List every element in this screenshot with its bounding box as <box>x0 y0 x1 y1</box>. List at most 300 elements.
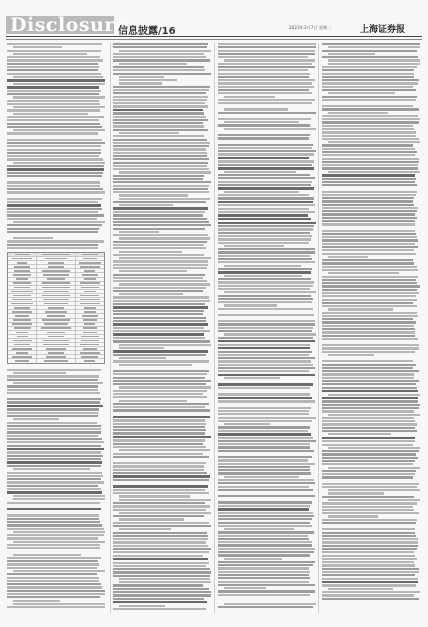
table-cell-text <box>16 332 28 334</box>
text-line <box>322 321 416 323</box>
text-line <box>7 231 98 233</box>
text-line <box>119 578 211 580</box>
text-line <box>322 604 420 607</box>
text-line <box>7 155 99 157</box>
text-line <box>7 502 100 504</box>
text-line <box>218 367 315 369</box>
text-line <box>328 499 420 501</box>
text-line <box>7 172 103 174</box>
text-line <box>7 109 100 111</box>
text-line <box>322 121 419 123</box>
table-cell-text <box>14 266 30 268</box>
text-column-3 <box>218 43 316 613</box>
text-line <box>224 333 316 335</box>
text-line <box>113 119 208 121</box>
text-line <box>218 344 310 346</box>
table-cell <box>37 335 76 338</box>
text-line <box>322 571 419 573</box>
text-line <box>113 201 206 203</box>
text-line <box>113 69 205 71</box>
text-line <box>218 508 309 511</box>
table-cell-text <box>12 311 32 313</box>
text-line <box>328 256 368 258</box>
text-line <box>218 134 310 136</box>
table-cell <box>76 261 104 264</box>
text-line <box>113 360 209 362</box>
text-line <box>328 53 375 55</box>
table-cell-text <box>84 323 95 325</box>
table-cell <box>76 290 104 293</box>
text-line <box>113 426 205 428</box>
text-line <box>113 139 207 141</box>
text-line <box>328 414 420 416</box>
text-line <box>113 53 204 55</box>
text-line <box>7 590 105 592</box>
text-line <box>322 420 415 422</box>
text-line <box>113 396 207 398</box>
text-line <box>322 207 418 209</box>
table-cell <box>37 339 76 342</box>
table-cell-text <box>48 336 63 338</box>
text-line <box>113 588 209 590</box>
text-line <box>7 175 102 177</box>
text-line <box>113 409 210 411</box>
text-line <box>113 462 206 464</box>
text-line <box>218 258 312 260</box>
table-cell <box>8 261 37 264</box>
text-line <box>13 554 81 556</box>
text-line <box>322 131 416 133</box>
text-line <box>113 535 208 537</box>
text-line <box>218 501 312 503</box>
text-line <box>7 547 100 549</box>
text-line <box>322 473 415 475</box>
text-line <box>322 450 419 452</box>
text-line <box>322 460 415 462</box>
text-line <box>218 56 308 58</box>
text-line <box>113 43 208 45</box>
text-line <box>224 171 296 173</box>
text-line <box>322 295 416 297</box>
text-line <box>218 248 315 250</box>
text-line <box>322 410 414 412</box>
text-line <box>218 46 316 48</box>
text-line <box>218 99 315 101</box>
table-row <box>8 359 104 363</box>
table-cell-text <box>48 307 64 309</box>
text-line <box>113 489 205 491</box>
text-line <box>119 63 187 65</box>
text-line <box>113 509 206 511</box>
text-line <box>218 76 309 78</box>
text-line <box>218 360 311 362</box>
text-line <box>322 282 417 284</box>
text-line <box>328 394 420 396</box>
table-cell-text <box>48 352 63 354</box>
text-line <box>113 228 205 230</box>
table-cell <box>8 273 37 276</box>
table-cell <box>37 257 76 260</box>
text-line <box>13 83 105 85</box>
text-line <box>218 330 312 332</box>
table-cell <box>76 331 104 334</box>
text-line <box>322 79 419 81</box>
text-line <box>13 96 105 98</box>
text-line <box>119 449 211 451</box>
text-line <box>13 221 105 223</box>
table-cell <box>76 323 104 326</box>
text-line <box>7 228 99 230</box>
text-line <box>322 502 417 504</box>
text-line <box>113 207 208 210</box>
text-line <box>119 495 190 497</box>
text-line <box>322 76 414 78</box>
table-cell-text <box>42 319 70 321</box>
text-line <box>218 479 314 481</box>
text-line <box>13 541 105 543</box>
text-column-4 <box>322 43 420 613</box>
table-cell <box>37 273 76 276</box>
text-line <box>322 266 417 268</box>
text-line <box>113 320 206 322</box>
text-line <box>218 357 315 359</box>
column-divider <box>318 43 319 613</box>
text-line <box>322 584 416 586</box>
text-line <box>119 605 165 607</box>
table-cell-text <box>48 262 64 264</box>
text-line <box>218 541 312 543</box>
text-line <box>218 208 309 210</box>
text-line <box>218 268 312 270</box>
text-line <box>13 76 104 78</box>
text-line <box>218 278 311 280</box>
text-line <box>218 370 309 372</box>
table-cell <box>8 257 37 260</box>
table-cell <box>37 253 76 256</box>
text-line <box>7 208 102 210</box>
text-line <box>13 237 53 239</box>
text-line <box>119 231 159 233</box>
text-line <box>113 99 207 101</box>
text-line <box>322 397 418 400</box>
text-line <box>328 141 420 143</box>
text-line <box>218 446 310 448</box>
text-line <box>322 470 416 472</box>
table-cell-text <box>82 274 98 276</box>
text-line <box>113 300 210 302</box>
text-line <box>218 79 315 81</box>
text-line <box>218 383 313 386</box>
text-line <box>13 531 105 533</box>
text-line <box>218 211 315 213</box>
table-cell-text <box>83 348 96 350</box>
text-line <box>7 596 100 598</box>
dateline: 2023年3月7日 星期二 <box>289 25 332 30</box>
text-line <box>7 100 99 102</box>
text-line <box>322 538 418 540</box>
text-line <box>218 495 315 497</box>
text-line <box>7 214 104 216</box>
text-line <box>218 561 315 563</box>
text-line <box>218 251 315 253</box>
text-line <box>113 162 208 164</box>
text-line <box>218 340 315 343</box>
text-line <box>218 225 314 227</box>
text-line <box>322 69 414 71</box>
text-line <box>322 66 417 68</box>
text-line <box>322 43 420 45</box>
text-line <box>322 548 417 550</box>
text-line <box>322 178 416 180</box>
text-line <box>119 283 210 285</box>
text-line <box>218 538 309 540</box>
table-cell <box>8 314 37 317</box>
text-line <box>322 535 416 537</box>
text-line <box>119 357 166 359</box>
table-cell-text <box>14 307 30 309</box>
text-line <box>218 222 316 225</box>
text-line <box>113 380 211 382</box>
text-line <box>113 601 207 604</box>
text-line <box>322 184 417 186</box>
table-cell-text <box>81 340 99 342</box>
text-line <box>113 340 210 342</box>
text-line <box>113 211 205 213</box>
text-line <box>328 171 420 173</box>
text-line <box>113 416 210 419</box>
text-line <box>113 555 203 557</box>
text-line <box>322 128 414 130</box>
text-line <box>322 440 415 442</box>
text-line <box>119 293 183 295</box>
table-cell <box>8 282 37 285</box>
text-line <box>322 377 414 379</box>
table-cell-text <box>15 360 28 362</box>
text-line <box>328 59 420 61</box>
table-cell <box>8 359 37 362</box>
text-line <box>119 82 162 84</box>
text-line <box>322 400 418 402</box>
text-line <box>113 122 203 124</box>
text-line <box>322 344 419 346</box>
text-line <box>119 257 211 259</box>
text-line <box>218 63 312 65</box>
text-line <box>7 79 105 82</box>
text-line <box>113 185 209 187</box>
text-line <box>113 56 206 58</box>
text-line <box>322 578 418 580</box>
table-cell-text <box>84 291 96 293</box>
text-line <box>119 50 211 52</box>
text-line <box>218 50 315 52</box>
text-line <box>7 50 101 52</box>
text-line <box>7 475 103 477</box>
text-line <box>218 124 310 126</box>
header-rule <box>6 36 422 37</box>
text-line <box>113 89 209 91</box>
text-line <box>7 593 105 595</box>
text-line <box>218 177 315 179</box>
table-cell-text <box>80 344 99 346</box>
text-line <box>119 518 184 520</box>
text-line <box>119 204 173 206</box>
text-line <box>7 73 101 75</box>
text-line <box>322 453 416 455</box>
text-line <box>322 564 415 566</box>
text-line <box>322 217 417 219</box>
text-line <box>322 591 420 593</box>
text-line <box>113 532 207 534</box>
table-cell <box>8 327 37 330</box>
table-cell-text <box>81 287 99 289</box>
text-line <box>7 369 101 371</box>
text-line <box>113 148 206 150</box>
text-line <box>218 160 314 162</box>
text-line <box>218 433 311 436</box>
text-line <box>322 568 419 570</box>
text-line <box>119 347 164 349</box>
text-line <box>113 86 210 88</box>
text-line <box>218 347 310 350</box>
text-line <box>113 116 206 118</box>
text-line <box>218 164 312 166</box>
text-line <box>322 279 416 281</box>
text-line <box>218 551 314 553</box>
text-line <box>7 514 99 516</box>
text-line <box>7 455 103 457</box>
text-line <box>328 588 394 590</box>
text-line <box>218 255 310 257</box>
text-line <box>113 310 204 312</box>
text-line <box>7 425 101 427</box>
text-line <box>119 344 211 346</box>
text-line <box>218 531 314 533</box>
text-line <box>218 235 312 237</box>
text-line <box>218 92 312 94</box>
text-line <box>113 492 209 494</box>
text-line <box>7 116 104 118</box>
text-line <box>322 138 419 140</box>
table-cell-text <box>13 319 30 321</box>
text-line <box>218 118 311 120</box>
text-line <box>218 228 313 230</box>
text-line <box>113 591 211 593</box>
text-line <box>113 73 211 75</box>
table-cell <box>76 310 104 313</box>
text-line <box>224 476 299 478</box>
table-cell-text <box>84 307 96 309</box>
text-line <box>322 373 414 375</box>
text-line <box>7 518 99 520</box>
text-line <box>13 129 105 131</box>
section-word: Disclosure <box>10 14 128 36</box>
text-line <box>322 380 419 382</box>
text-line <box>113 165 207 167</box>
text-line <box>113 541 206 543</box>
text-line <box>113 548 211 550</box>
text-line <box>113 280 207 282</box>
text-line <box>7 481 104 483</box>
text-line <box>113 175 204 177</box>
text-line <box>13 53 87 55</box>
text-line <box>218 218 311 221</box>
text-line <box>113 584 203 586</box>
text-line <box>328 46 420 48</box>
text-line <box>322 476 413 478</box>
text-line <box>119 79 177 81</box>
text-line <box>224 603 316 605</box>
table-cell-text <box>84 311 96 313</box>
text-line <box>7 43 102 45</box>
text-line <box>328 492 384 494</box>
text-line <box>113 168 209 170</box>
text-line <box>218 354 309 356</box>
table-cell-text <box>13 274 31 276</box>
text-line <box>322 561 414 563</box>
table-cell-text <box>82 315 98 317</box>
text-line <box>218 102 312 104</box>
text-line <box>13 603 105 605</box>
text-line <box>113 264 208 266</box>
text-line <box>13 382 103 384</box>
text-line <box>322 148 415 150</box>
text-line <box>218 137 309 139</box>
text-line <box>322 581 418 584</box>
text-line <box>7 201 98 203</box>
table-cell-text <box>80 303 100 305</box>
text-line <box>7 472 102 474</box>
text-line <box>218 86 314 88</box>
text-line <box>322 338 418 340</box>
table-cell-text <box>44 360 68 362</box>
text-line <box>218 544 312 546</box>
text-line <box>7 560 98 562</box>
text-line <box>322 328 415 330</box>
text-line <box>218 314 314 316</box>
text-line <box>7 119 99 121</box>
text-line <box>113 247 206 249</box>
text-line <box>13 162 105 164</box>
text-line <box>218 271 311 274</box>
text-line <box>13 600 60 602</box>
text-line <box>119 194 188 196</box>
table-cell <box>76 314 104 317</box>
text-line <box>322 259 413 261</box>
text-line <box>113 406 205 408</box>
text-line <box>322 253 416 255</box>
text-line <box>7 563 99 565</box>
text-line <box>322 239 418 241</box>
text-line <box>322 181 415 183</box>
text-line <box>322 161 419 163</box>
table-cell-text <box>12 299 32 301</box>
text-line <box>322 351 415 353</box>
text-line <box>322 383 416 385</box>
text-line <box>7 508 101 511</box>
text-line <box>113 551 209 553</box>
table-cell-text <box>83 332 98 334</box>
text-line <box>218 167 314 170</box>
text-line <box>322 276 418 278</box>
text-line <box>322 315 418 317</box>
text-line <box>218 466 310 468</box>
text-line <box>218 337 313 339</box>
table-cell-text <box>43 344 69 346</box>
text-line <box>7 375 99 377</box>
text-line <box>322 125 413 127</box>
text-line <box>218 387 310 389</box>
text-line <box>224 191 299 193</box>
